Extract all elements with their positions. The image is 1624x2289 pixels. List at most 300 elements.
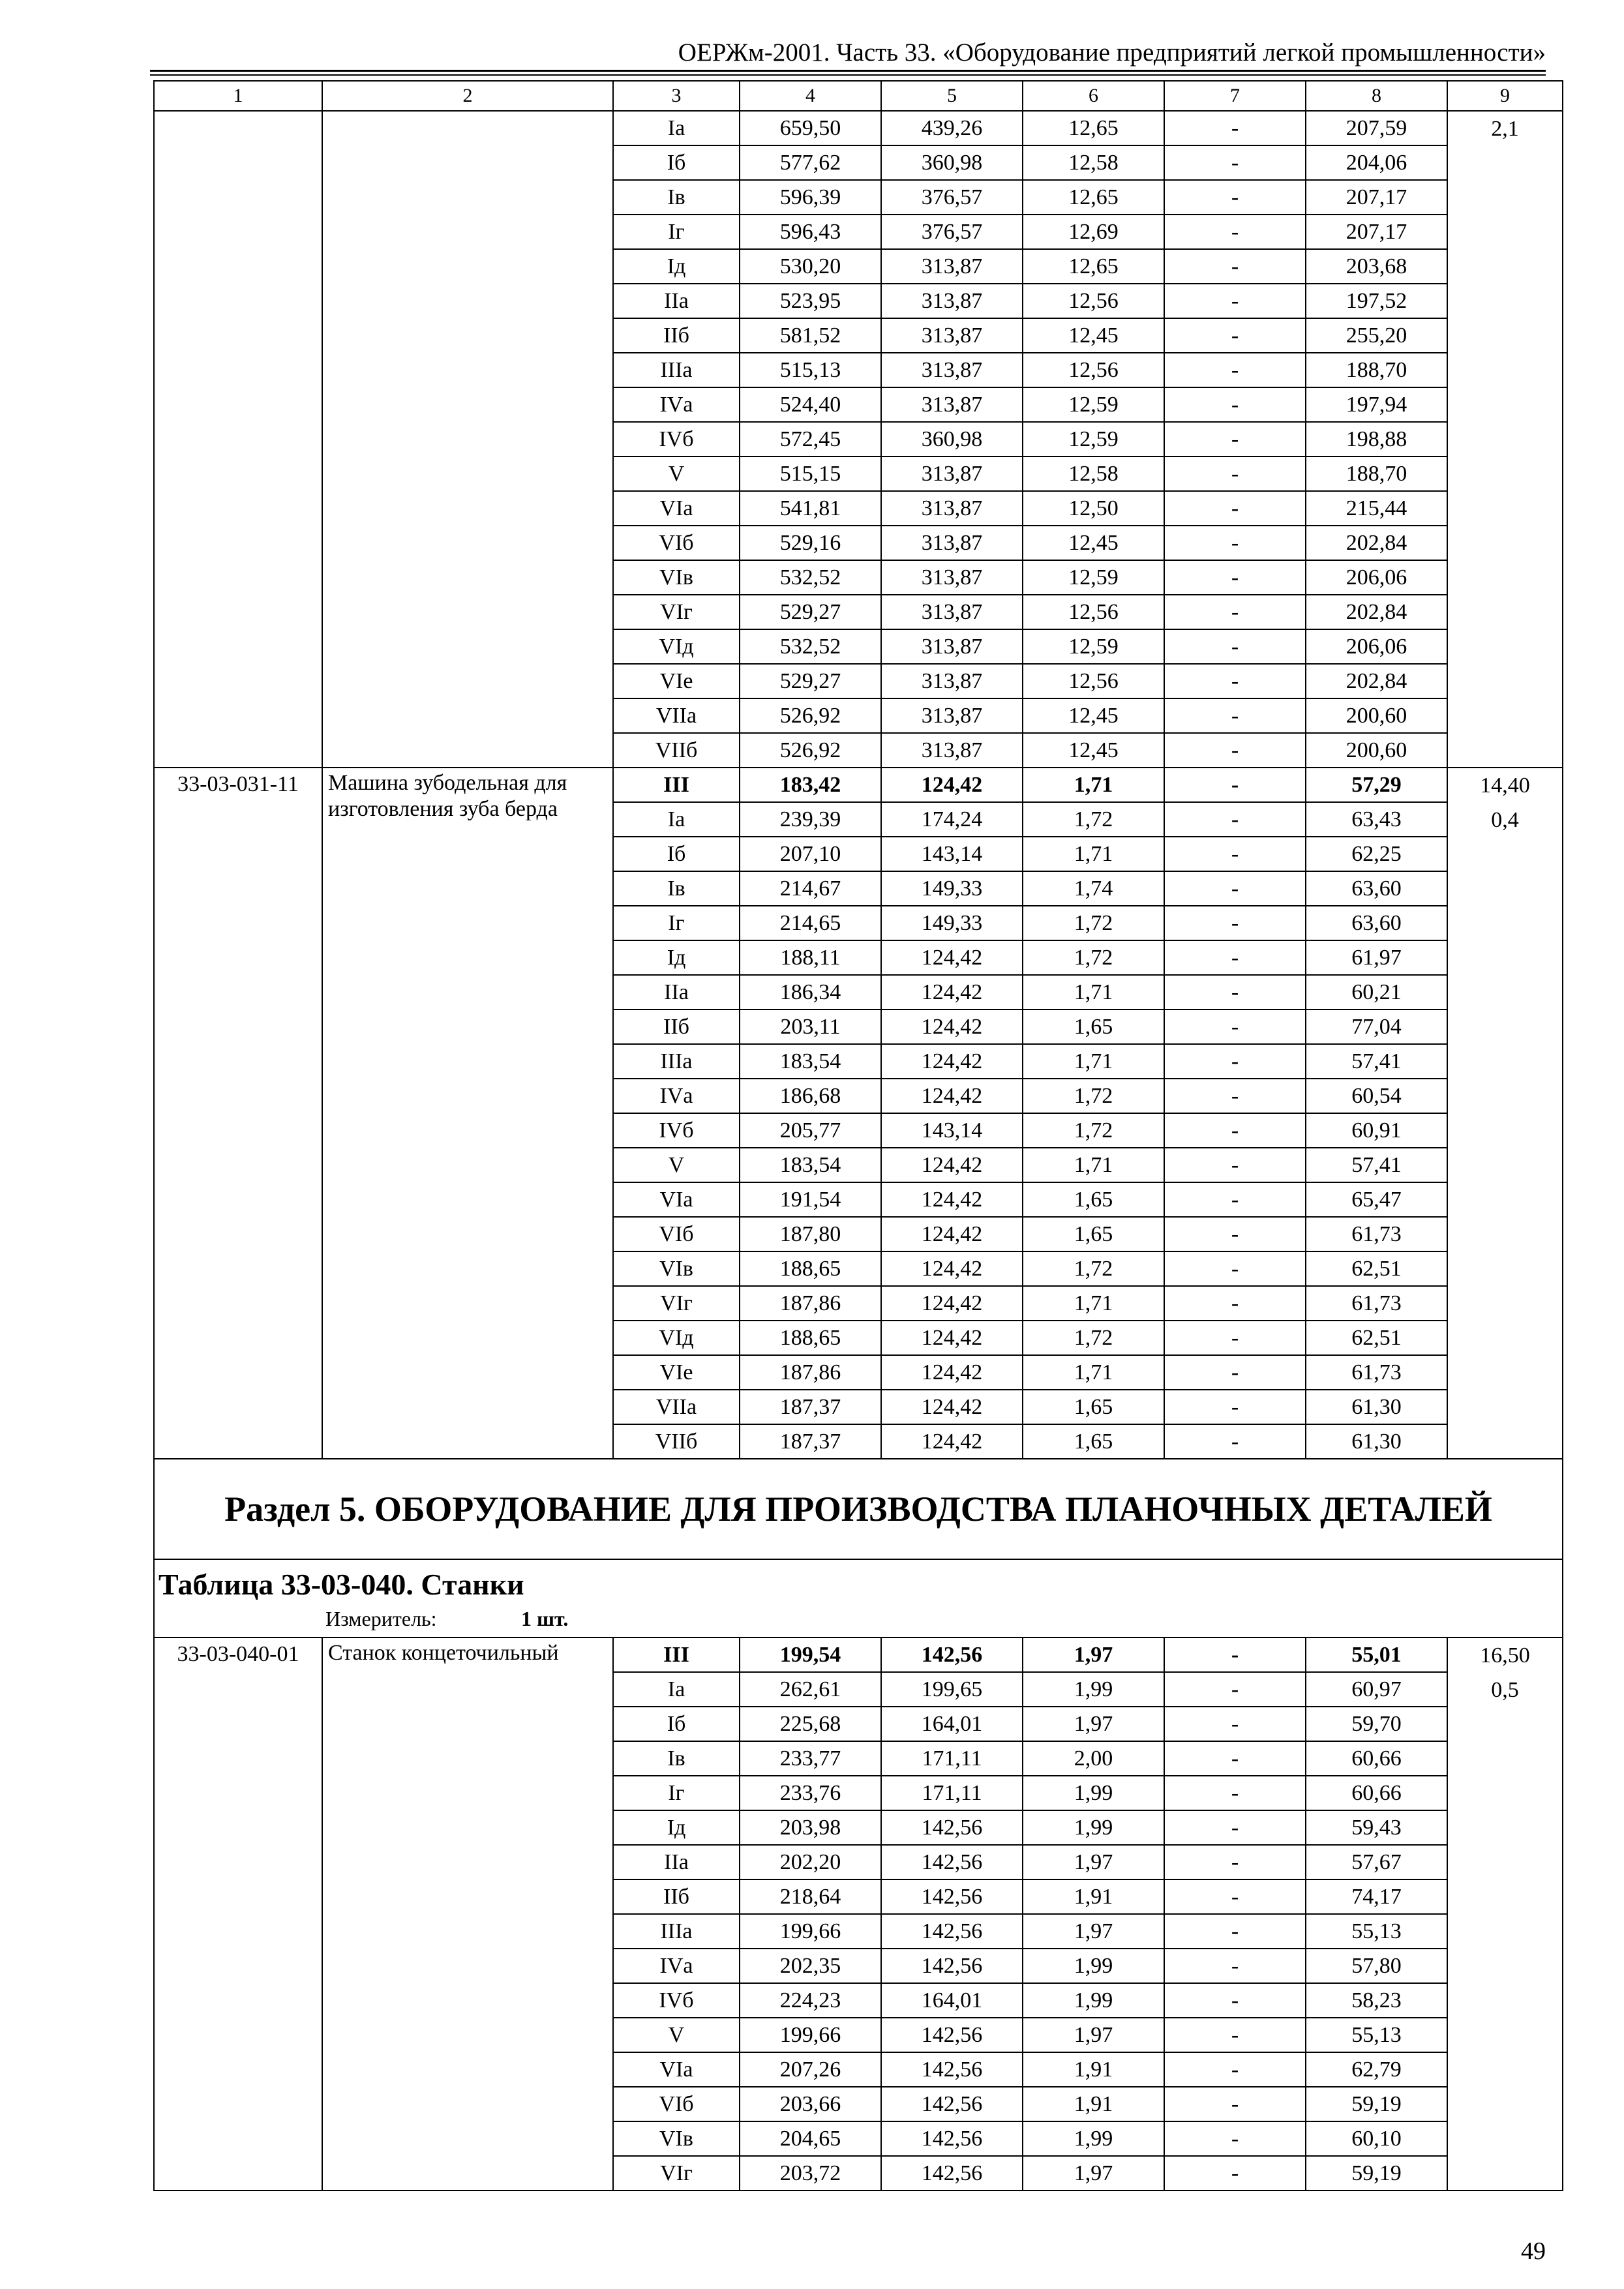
value-cell: 532,52 — [740, 629, 881, 664]
value-cell: - — [1164, 526, 1306, 560]
value-cell: 149,33 — [881, 906, 1023, 940]
value-cell: 12,45 — [1023, 698, 1164, 733]
value-cell: 1,97 — [1023, 1914, 1164, 1949]
value-cell: 218,64 — [740, 1879, 881, 1914]
value-cell: 1,65 — [1023, 1424, 1164, 1459]
value-cell: - — [1164, 1010, 1306, 1044]
value-cell: - — [1164, 2087, 1306, 2121]
zone-cell: VIв — [613, 1251, 740, 1286]
value-cell: 202,20 — [740, 1845, 881, 1879]
value-cell: 255,20 — [1306, 318, 1447, 353]
value-cell: 142,56 — [881, 1879, 1023, 1914]
value-cell: 1,71 — [1023, 837, 1164, 871]
value-cell: 199,66 — [740, 1914, 881, 1949]
value-cell: 360,98 — [881, 145, 1023, 180]
zone-cell: IIIа — [613, 1044, 740, 1079]
page-header: ОЕРЖм-2001. Часть 33. «Оборудование предприятий легкой промышленности» — [678, 38, 1546, 67]
col9-value: 16,50 — [1480, 1643, 1530, 1668]
value-cell: 60,10 — [1306, 2121, 1447, 2156]
value-cell: - — [1164, 215, 1306, 249]
value-cell: 143,14 — [881, 1113, 1023, 1148]
value-cell: 203,66 — [740, 2087, 881, 2121]
value-cell: 62,79 — [1306, 2052, 1447, 2087]
zone-cell: IVб — [613, 1983, 740, 2018]
value-cell: 12,69 — [1023, 215, 1164, 249]
value-cell: 239,39 — [740, 802, 881, 837]
value-cell: 187,86 — [740, 1355, 881, 1390]
value-cell: 124,42 — [881, 1148, 1023, 1182]
value-cell: 12,65 — [1023, 111, 1164, 145]
zone-cell: VIд — [613, 1321, 740, 1355]
zone-cell: VIв — [613, 2121, 740, 2156]
value-cell: 207,10 — [740, 837, 881, 871]
col9-secondary-value: 0,4 — [1491, 808, 1519, 832]
col9-cell — [1447, 1638, 1563, 2191]
value-cell: 124,42 — [881, 1355, 1023, 1390]
zone-cell: Iа — [613, 1672, 740, 1707]
value-cell: 62,51 — [1306, 1321, 1447, 1355]
value-cell: 124,42 — [881, 1079, 1023, 1113]
item-code: 33-03-031-11 — [154, 768, 322, 1459]
value-cell: - — [1164, 2018, 1306, 2052]
zone-cell: Iг — [613, 1776, 740, 1810]
value-cell: 313,87 — [881, 526, 1023, 560]
value-cell: 142,56 — [881, 1845, 1023, 1879]
value-cell: 187,80 — [740, 1217, 881, 1251]
value-cell: 596,43 — [740, 215, 881, 249]
value-cell: 61,73 — [1306, 1355, 1447, 1390]
value-cell: - — [1164, 975, 1306, 1010]
value-cell: 124,42 — [881, 1424, 1023, 1459]
zone-cell: Iв — [613, 1741, 740, 1776]
table-title-cell — [154, 1559, 1563, 1638]
table-row — [154, 768, 1563, 802]
value-cell: 57,29 — [1306, 768, 1447, 802]
value-cell: - — [1164, 1914, 1306, 1949]
zone-cell: V — [613, 1148, 740, 1182]
rates-table-body — [154, 81, 1563, 2191]
value-cell: - — [1164, 1182, 1306, 1217]
zone-cell: IVа — [613, 387, 740, 422]
value-cell: 203,72 — [740, 2156, 881, 2191]
value-cell: 1,72 — [1023, 1251, 1164, 1286]
value-cell: - — [1164, 940, 1306, 975]
value-cell: 124,42 — [881, 940, 1023, 975]
value-cell: - — [1164, 1355, 1306, 1390]
value-cell: 1,71 — [1023, 768, 1164, 802]
value-cell: 124,42 — [881, 1286, 1023, 1321]
value-cell: 1,72 — [1023, 1113, 1164, 1148]
value-cell: 313,87 — [881, 595, 1023, 629]
zone-cell: IIа — [613, 975, 740, 1010]
value-cell: 188,11 — [740, 940, 881, 975]
value-cell: 188,65 — [740, 1321, 881, 1355]
value-cell: 191,54 — [740, 1182, 881, 1217]
value-cell: 224,23 — [740, 1983, 881, 2018]
value-cell: - — [1164, 837, 1306, 871]
value-cell: 124,42 — [881, 1182, 1023, 1217]
value-cell: 124,42 — [881, 1010, 1023, 1044]
value-cell: 202,84 — [1306, 595, 1447, 629]
value-cell: 376,57 — [881, 215, 1023, 249]
value-cell: 262,61 — [740, 1672, 881, 1707]
value-cell: 1,71 — [1023, 1044, 1164, 1079]
value-cell: 1,71 — [1023, 975, 1164, 1010]
zone-cell: IIа — [613, 284, 740, 318]
zone-cell: VIб — [613, 526, 740, 560]
value-cell: 526,92 — [740, 733, 881, 768]
value-cell: 187,37 — [740, 1390, 881, 1424]
value-cell: 532,52 — [740, 560, 881, 595]
value-cell: 199,65 — [881, 1672, 1023, 1707]
value-cell: 313,87 — [881, 698, 1023, 733]
value-cell: 1,97 — [1023, 2156, 1164, 2191]
value-cell: 207,26 — [740, 2052, 881, 2087]
value-cell: - — [1164, 1251, 1306, 1286]
value-cell: 183,42 — [740, 768, 881, 802]
table-row — [154, 1638, 1563, 1672]
zone-cell: V — [613, 2018, 740, 2052]
value-cell: - — [1164, 1113, 1306, 1148]
value-cell: 659,50 — [740, 111, 881, 145]
value-cell: - — [1164, 1845, 1306, 1879]
value-cell: - — [1164, 733, 1306, 768]
value-cell: 1,71 — [1023, 1355, 1164, 1390]
value-cell: 142,56 — [881, 1810, 1023, 1845]
zone-cell: III — [613, 1638, 740, 1672]
value-cell: - — [1164, 1810, 1306, 1845]
value-cell: - — [1164, 422, 1306, 456]
value-cell: 1,72 — [1023, 1321, 1164, 1355]
value-cell: - — [1164, 1321, 1306, 1355]
value-cell: 59,70 — [1306, 1707, 1447, 1741]
value-cell: 142,56 — [881, 1949, 1023, 1983]
value-cell: 77,04 — [1306, 1010, 1447, 1044]
column-number: 6 — [1023, 81, 1164, 111]
item-name: Машина зубодельная для изготовления зуба берда — [322, 768, 613, 1459]
value-cell: - — [1164, 560, 1306, 595]
value-cell: 206,06 — [1306, 629, 1447, 664]
value-cell: 12,65 — [1023, 249, 1164, 284]
value-cell: - — [1164, 595, 1306, 629]
value-cell: - — [1164, 1217, 1306, 1251]
value-cell: - — [1164, 387, 1306, 422]
value-cell: 74,17 — [1306, 1879, 1447, 1914]
value-cell: 203,68 — [1306, 249, 1447, 284]
zone-cell: IVа — [613, 1949, 740, 1983]
value-cell: - — [1164, 906, 1306, 940]
zone-cell: IIа — [613, 1845, 740, 1879]
value-cell: 1,72 — [1023, 1079, 1164, 1113]
value-cell: 58,23 — [1306, 1983, 1447, 2018]
zone-cell: Iб — [613, 1707, 740, 1741]
column-number: 8 — [1306, 81, 1447, 111]
zone-cell: V — [613, 456, 740, 491]
value-cell: 1,97 — [1023, 1638, 1164, 1672]
value-cell: 61,30 — [1306, 1390, 1447, 1424]
value-cell: 12,50 — [1023, 491, 1164, 526]
value-cell: - — [1164, 629, 1306, 664]
zone-cell: Iг — [613, 906, 740, 940]
value-cell: 439,26 — [881, 111, 1023, 145]
value-cell: 313,87 — [881, 387, 1023, 422]
value-cell: 188,70 — [1306, 456, 1447, 491]
value-cell: - — [1164, 1949, 1306, 1983]
value-cell: 596,39 — [740, 180, 881, 215]
zone-cell: Iб — [613, 145, 740, 180]
measure-line — [155, 1604, 1562, 1633]
value-cell: 62,51 — [1306, 1251, 1447, 1286]
zone-cell: IVа — [613, 1079, 740, 1113]
value-cell: 1,71 — [1023, 1286, 1164, 1321]
value-cell: 143,14 — [881, 837, 1023, 871]
column-number: 4 — [740, 81, 881, 111]
table-title-row — [154, 1559, 1563, 1638]
value-cell: 171,11 — [881, 1776, 1023, 1810]
value-cell: 529,27 — [740, 664, 881, 698]
value-cell: 60,54 — [1306, 1079, 1447, 1113]
col9-value: 2,1 — [1491, 117, 1519, 141]
zone-cell: Iб — [613, 837, 740, 871]
value-cell: 12,45 — [1023, 733, 1164, 768]
zone-cell: IIIа — [613, 353, 740, 387]
value-cell: 199,66 — [740, 2018, 881, 2052]
value-cell: - — [1164, 1707, 1306, 1741]
value-cell: 61,73 — [1306, 1286, 1447, 1321]
value-cell: 1,99 — [1023, 1810, 1164, 1845]
value-cell: 142,56 — [881, 2087, 1023, 2121]
value-cell: 63,60 — [1306, 871, 1447, 906]
value-cell: 199,54 — [740, 1638, 881, 1672]
zone-cell: VIд — [613, 629, 740, 664]
value-cell: 12,45 — [1023, 318, 1164, 353]
value-cell: - — [1164, 1672, 1306, 1707]
value-cell: - — [1164, 491, 1306, 526]
value-cell: 60,91 — [1306, 1113, 1447, 1148]
zone-cell: Iд — [613, 940, 740, 975]
value-cell: 1,97 — [1023, 1707, 1164, 1741]
value-cell: 142,56 — [881, 2052, 1023, 2087]
table-row — [154, 111, 1563, 145]
value-cell: 524,40 — [740, 387, 881, 422]
value-cell: 523,95 — [740, 284, 881, 318]
value-cell: 59,19 — [1306, 2087, 1447, 2121]
zone-cell: VIг — [613, 2156, 740, 2191]
zone-cell: Iв — [613, 180, 740, 215]
value-cell: 12,56 — [1023, 353, 1164, 387]
value-cell: 197,52 — [1306, 284, 1447, 318]
value-cell: 202,84 — [1306, 664, 1447, 698]
value-cell: 577,62 — [740, 145, 881, 180]
zone-cell: VIа — [613, 2052, 740, 2087]
value-cell: 214,67 — [740, 871, 881, 906]
value-cell: 12,59 — [1023, 560, 1164, 595]
value-cell: 1,72 — [1023, 906, 1164, 940]
value-cell: 1,65 — [1023, 1182, 1164, 1217]
value-cell: 61,73 — [1306, 1217, 1447, 1251]
value-cell: 124,42 — [881, 1044, 1023, 1079]
value-cell: 2,00 — [1023, 1741, 1164, 1776]
value-cell: 225,68 — [740, 1707, 881, 1741]
value-cell: - — [1164, 1983, 1306, 2018]
value-cell: 233,76 — [740, 1776, 881, 1810]
value-cell: 142,56 — [881, 2121, 1023, 2156]
value-cell: 187,37 — [740, 1424, 881, 1459]
value-cell: 203,11 — [740, 1010, 881, 1044]
value-cell: 186,68 — [740, 1079, 881, 1113]
value-cell: 142,56 — [881, 1638, 1023, 1672]
value-cell: 202,84 — [1306, 526, 1447, 560]
value-cell: - — [1164, 698, 1306, 733]
header-rule — [150, 70, 1546, 72]
value-cell: 55,13 — [1306, 1914, 1447, 1949]
value-cell: 63,43 — [1306, 802, 1447, 837]
item-name — [322, 111, 613, 768]
value-cell: 164,01 — [881, 1707, 1023, 1741]
value-cell: 529,27 — [740, 595, 881, 629]
value-cell: - — [1164, 1879, 1306, 1914]
column-number: 2 — [322, 81, 613, 111]
item-code: 33-03-040-01 — [154, 1638, 322, 2191]
value-cell: - — [1164, 802, 1306, 837]
value-cell: - — [1164, 180, 1306, 215]
value-cell: 313,87 — [881, 318, 1023, 353]
column-number: 3 — [613, 81, 740, 111]
value-cell: 1,97 — [1023, 1845, 1164, 1879]
value-cell: - — [1164, 664, 1306, 698]
value-cell: - — [1164, 111, 1306, 145]
value-cell: 515,15 — [740, 456, 881, 491]
value-cell: 214,65 — [740, 906, 881, 940]
zone-cell: VIIа — [613, 1390, 740, 1424]
col9-value: 14,40 — [1480, 773, 1530, 798]
value-cell: 203,98 — [740, 1810, 881, 1845]
value-cell: 313,87 — [881, 664, 1023, 698]
value-cell: - — [1164, 1776, 1306, 1810]
value-cell: - — [1164, 1286, 1306, 1321]
value-cell: - — [1164, 2121, 1306, 2156]
value-cell: 204,06 — [1306, 145, 1447, 180]
column-number: 9 — [1447, 81, 1563, 111]
value-cell: 12,65 — [1023, 180, 1164, 215]
zone-cell: IVб — [613, 422, 740, 456]
value-cell: 124,42 — [881, 768, 1023, 802]
value-cell: 183,54 — [740, 1044, 881, 1079]
value-cell: 1,99 — [1023, 1949, 1164, 1983]
value-cell: 65,47 — [1306, 1182, 1447, 1217]
value-cell: 200,60 — [1306, 733, 1447, 768]
zone-cell: VIг — [613, 1286, 740, 1321]
value-cell: - — [1164, 353, 1306, 387]
zone-cell: Iг — [613, 215, 740, 249]
value-cell: 1,99 — [1023, 1672, 1164, 1707]
value-cell: 205,77 — [740, 1113, 881, 1148]
column-number: 5 — [881, 81, 1023, 111]
zone-cell: VIIб — [613, 1424, 740, 1459]
zone-cell: VIа — [613, 1182, 740, 1217]
value-cell: 313,87 — [881, 456, 1023, 491]
zone-cell: VIа — [613, 491, 740, 526]
value-cell: 515,13 — [740, 353, 881, 387]
zone-cell: VIг — [613, 595, 740, 629]
value-cell: 1,72 — [1023, 802, 1164, 837]
value-cell: 1,72 — [1023, 940, 1164, 975]
column-number-row — [154, 81, 1563, 111]
value-cell: 1,74 — [1023, 871, 1164, 906]
zone-cell: Iд — [613, 1810, 740, 1845]
value-cell: 124,42 — [881, 975, 1023, 1010]
value-cell: 12,56 — [1023, 595, 1164, 629]
value-cell: 376,57 — [881, 180, 1023, 215]
zone-cell: VIIа — [613, 698, 740, 733]
value-cell: 171,11 — [881, 1741, 1023, 1776]
value-cell: 529,16 — [740, 526, 881, 560]
value-cell: 198,88 — [1306, 422, 1447, 456]
col9-secondary-value — [1448, 146, 1562, 181]
measure-label: Измеритель: — [325, 1607, 437, 1630]
value-cell: 60,66 — [1306, 1776, 1447, 1810]
value-cell: 313,87 — [881, 284, 1023, 318]
col9-cell — [1447, 111, 1563, 768]
value-cell: 313,87 — [881, 733, 1023, 768]
zone-cell: IVб — [613, 1113, 740, 1148]
value-cell: 124,42 — [881, 1217, 1023, 1251]
value-cell: - — [1164, 1044, 1306, 1079]
zone-cell: VIе — [613, 664, 740, 698]
value-cell: 188,70 — [1306, 353, 1447, 387]
value-cell: 12,56 — [1023, 664, 1164, 698]
value-cell: 63,60 — [1306, 906, 1447, 940]
zone-cell: IIIа — [613, 1914, 740, 1949]
page-number: 49 — [1521, 2237, 1546, 2265]
value-cell: 142,56 — [881, 2018, 1023, 2052]
value-cell: 1,97 — [1023, 2018, 1164, 2052]
value-cell: 204,65 — [740, 2121, 881, 2156]
value-cell: 1,99 — [1023, 2121, 1164, 2156]
value-cell: 142,56 — [881, 1914, 1023, 1949]
column-number: 1 — [154, 81, 322, 111]
value-cell: 1,99 — [1023, 1983, 1164, 2018]
value-cell: 360,98 — [881, 422, 1023, 456]
value-cell: 60,66 — [1306, 1741, 1447, 1776]
zone-cell: Iа — [613, 111, 740, 145]
value-cell: - — [1164, 1148, 1306, 1182]
value-cell: - — [1164, 1079, 1306, 1113]
value-cell: 12,59 — [1023, 387, 1164, 422]
zone-cell: III — [613, 768, 740, 802]
value-cell: 1,91 — [1023, 1879, 1164, 1914]
value-cell: 12,58 — [1023, 456, 1164, 491]
value-cell: 197,94 — [1306, 387, 1447, 422]
value-cell: 207,17 — [1306, 180, 1447, 215]
value-cell: 202,35 — [740, 1949, 881, 1983]
value-cell: 313,87 — [881, 353, 1023, 387]
value-cell: 313,87 — [881, 629, 1023, 664]
zone-cell: VIе — [613, 1355, 740, 1390]
value-cell: 55,01 — [1306, 1638, 1447, 1672]
value-cell: 12,45 — [1023, 526, 1164, 560]
zone-cell: Iв — [613, 871, 740, 906]
header-rule-thin — [150, 74, 1546, 76]
value-cell: - — [1164, 1741, 1306, 1776]
value-cell: - — [1164, 145, 1306, 180]
item-code — [154, 111, 322, 768]
value-cell: - — [1164, 2156, 1306, 2191]
value-cell: 59,43 — [1306, 1810, 1447, 1845]
value-cell: 1,71 — [1023, 1148, 1164, 1182]
value-cell: 1,65 — [1023, 1010, 1164, 1044]
value-cell: - — [1164, 1390, 1306, 1424]
